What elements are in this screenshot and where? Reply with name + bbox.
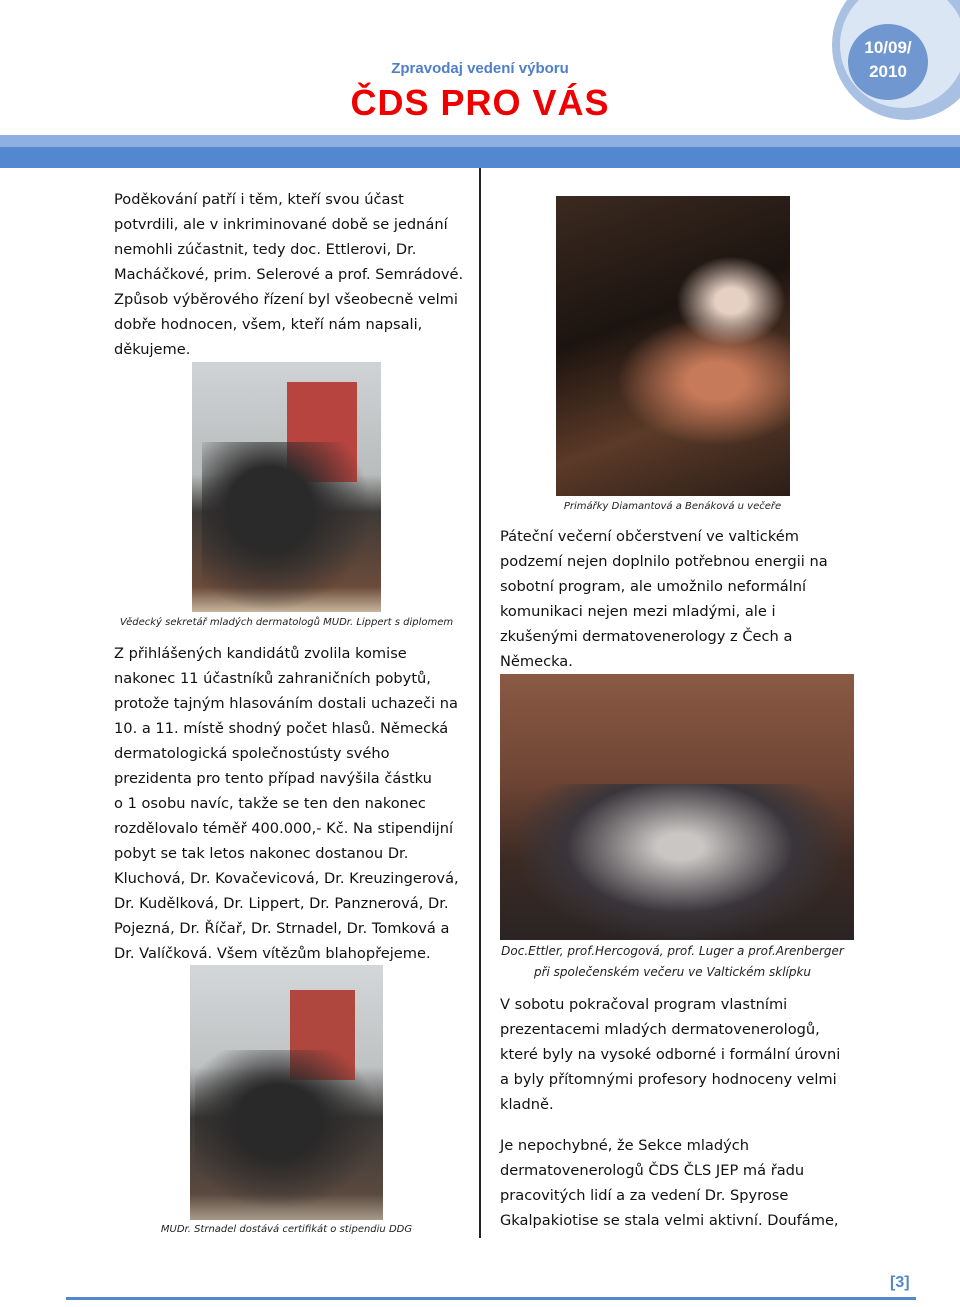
header-band-light <box>0 135 960 147</box>
page-number: [3] <box>890 1274 910 1291</box>
text-line: V sobotu pokračoval program vlastními <box>500 996 788 1013</box>
photo-strnadel-certificate <box>190 965 383 1220</box>
text-line: Německa. <box>500 653 573 670</box>
header-band <box>0 147 960 168</box>
text-line: Dr. Valíčková. Všem vítězům blahopřejeme. <box>114 945 431 962</box>
newsletter-subtitle: Zpravodaj vedení výboru <box>391 60 569 77</box>
text-line: o 1 osobu navíc, takže se ten den nakonec <box>114 795 426 812</box>
photo-wine-cellar-group <box>500 674 854 940</box>
text-line: Macháčkové, prim. Selerové a prof. Semrádové. <box>114 266 464 283</box>
caption-strnadel: MUDr. Strnadel dostává certifikát o stipendiu DDG <box>160 1224 413 1235</box>
footer-line <box>66 1297 916 1300</box>
text-line: prezentacemi mladých dermatovenerologů, <box>500 1021 820 1038</box>
text-line: Z přihlášených kandidátů zvolila komise <box>114 645 407 662</box>
caption-buffet: Primářky Diamantová a Benáková u večeře <box>563 501 782 512</box>
right-paragraph-2 <box>500 992 840 1117</box>
text-line: prezidenta pro tento případ navýšila částku <box>114 770 432 787</box>
text-line: dermatologická společnostústy svého <box>114 745 390 762</box>
left-paragraph-2 <box>114 641 459 966</box>
photo-lippert-diploma <box>192 362 381 612</box>
text-line: Páteční večerní občerstvení ve valtickém <box>500 528 799 545</box>
text-line: pracovitých lidí a za vedení Dr. Spyrose <box>500 1187 789 1204</box>
text-line: dermatovenerologů ČDS ČLS JEP má řadu <box>500 1162 805 1179</box>
text-line: nemohli zúčastnit, tedy doc. Ettlerovi, Dr. <box>114 241 417 258</box>
text-line: děkujeme. <box>114 341 191 358</box>
text-line: Poděkování patří i těm, kteří svou účast <box>114 191 404 208</box>
text-line: Je nepochybné, že Sekce mladých <box>500 1137 750 1154</box>
text-line: Pojezná, Dr. Říčař, Dr. Strnadel, Dr. Tomková a <box>114 920 450 937</box>
text-line: sobotní program, ale umožnilo neformální <box>500 578 807 595</box>
text-line: Gkalpakiotise se stala velmi aktivní. Doufáme, <box>500 1212 839 1229</box>
newsletter-title: ČDS PRO VÁS <box>350 82 610 123</box>
text-line: Dr. Kudělková, Dr. Lippert, Dr. Panznerová, Dr. <box>114 895 449 912</box>
text-line: kladně. <box>500 1096 554 1113</box>
text-line: protože tajným hlasováním dostali uchazeči na <box>114 695 459 712</box>
photo-buffet-dinner <box>556 196 790 496</box>
date-badge: 10/09/ 2010 <box>848 24 928 100</box>
text-line: nakonec 11 účastníků zahraničních pobytů, <box>114 670 431 687</box>
right-paragraph-1 <box>500 524 828 674</box>
column-divider <box>479 168 481 1238</box>
left-paragraph-1 <box>114 187 463 362</box>
text-line: 10. a 11. místě shodný počet hlasů. Německá <box>114 720 449 737</box>
text-line: podzemí nejen doplnilo potřebnou energii na <box>500 553 828 570</box>
text-line: pobyt se tak letos nakonec dostanou Dr. <box>114 845 409 862</box>
text-line: zkušenými dermatovenerology z Čech a <box>500 628 793 645</box>
text-line: dobře hodnocen, všem, kteří nám napsali, <box>114 316 423 333</box>
text-line: potvrdili, ale v inkriminované době se jednání <box>114 216 448 233</box>
text-line: a byly přítomnými profesory hodnoceny velmi <box>500 1071 837 1088</box>
text-line: Způsob výběrového řízení byl všeobecně velmi <box>114 291 458 308</box>
text-line: komunikaci nejen mezi mladými, ale i <box>500 603 776 620</box>
right-paragraph-3 <box>500 1133 839 1233</box>
text-line: které byly na vysoké odborné i formální úrovni <box>500 1046 841 1063</box>
text-line: Kluchová, Dr. Kovačevicová, Dr. Kreuzingerová, <box>114 870 459 887</box>
caption-lippert: Vědecký sekretář mladých dermatologů MUDr. Lippert s diplomem <box>119 617 454 628</box>
text-line: rozdělovalo téměř 400.000,- Kč. Na stipendijní <box>114 820 454 837</box>
caption-wine-cellar: Doc.Ettler, prof.Hercogová, prof. Luger a prof.Arenberger při společenském večeru ve Valtickém sklípku <box>501 944 844 979</box>
